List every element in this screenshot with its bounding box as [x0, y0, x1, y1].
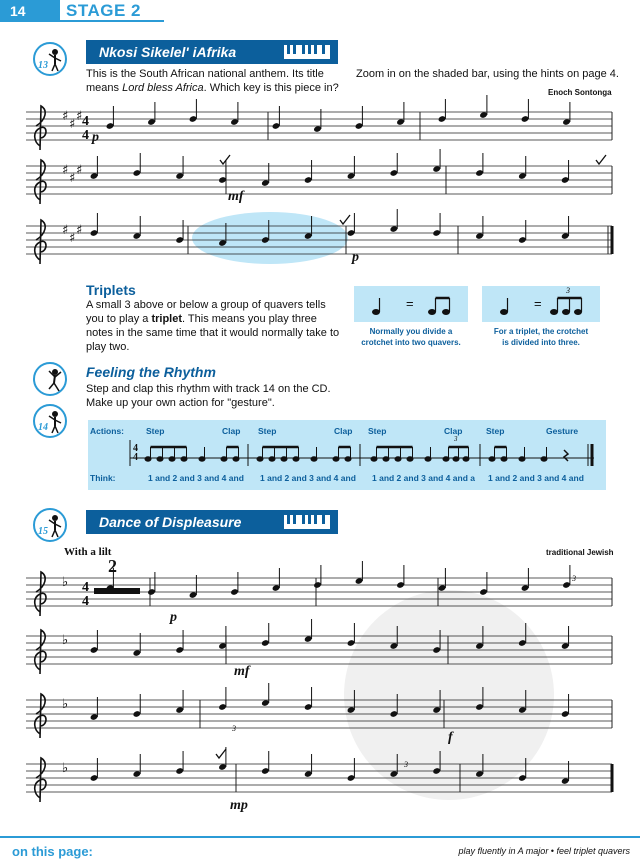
- triplet-mark: 3: [572, 574, 576, 583]
- treble-clef-icon: [35, 630, 46, 674]
- triplet-example-box: = 3: [482, 286, 600, 322]
- shaded-bar: [192, 212, 348, 264]
- triplet-caption: For a triplet, the crotchet is divided into three.: [493, 327, 589, 347]
- multi-bar-rest: [94, 588, 140, 594]
- treble-clef-icon: [35, 572, 46, 616]
- action: Gesture: [546, 426, 579, 436]
- action: Step: [146, 426, 165, 436]
- think-count: 1 and 2 and 3 and 4 and: [148, 473, 244, 483]
- think-count: 1 and 2 and 3 and 4 and: [260, 473, 356, 483]
- flat-sign: ♭: [62, 575, 69, 590]
- action: Clap: [222, 426, 241, 436]
- sharp-sign: ♯: [62, 163, 69, 178]
- dynamic-mark: p: [92, 130, 99, 145]
- treble-clef-icon: [35, 106, 46, 150]
- tick-icon: [216, 749, 226, 758]
- zoom-hint: Zoom in on the shaded bar, using the hints on page 4.: [356, 68, 619, 80]
- time-signature-top: 4: [82, 114, 89, 129]
- track-number: 14: [38, 422, 48, 433]
- footer-rule: [0, 836, 640, 838]
- triplets-text: A small 3 above or below a group of quavers tells you to play a triplet. This means you play three notes in the same time that it would normally take to play two.: [86, 299, 340, 353]
- dynamic-mark: mf: [234, 664, 250, 679]
- action: Step: [258, 426, 277, 436]
- think-count: 1 and 2 and 3 and 4 and: [488, 473, 584, 483]
- sharp-sign: ♯: [69, 231, 76, 246]
- dynamic-mark: f: [448, 730, 453, 745]
- feeling-text: Step and clap this rhythm with track 14 on the CD. Make up your own action for "gesture".: [86, 383, 331, 409]
- page-footer: [0, 836, 640, 868]
- equals-sign: =: [406, 296, 414, 311]
- triplet-mark: 3: [566, 286, 570, 295]
- time-signature-bottom: 4: [82, 128, 89, 143]
- dynamic-mark: mf: [228, 189, 244, 204]
- sharp-sign: ♯: [62, 109, 69, 124]
- intro-line-2: means Lord bless Africa. Which key is this piece in?: [86, 82, 339, 94]
- on-this-page-label: on this page:: [12, 844, 93, 859]
- treble-clef-icon: [35, 160, 46, 204]
- treble-clef-icon: [35, 220, 46, 264]
- action: Clap: [334, 426, 353, 436]
- tempo-marking: With a lilt: [64, 546, 112, 558]
- dynamic-mark: mp: [230, 798, 248, 813]
- sharp-sign: ♯: [69, 171, 76, 186]
- track-number: 15: [38, 526, 48, 537]
- page-objectives: play fluently in A major • feel triplet quavers: [458, 846, 630, 856]
- stage-label: STAGE 2: [66, 1, 141, 20]
- composer: traditional Jewish: [546, 548, 614, 557]
- multirest-count: 2: [108, 556, 117, 576]
- sharp-sign: ♯: [76, 163, 83, 178]
- sharp-sign: ♯: [69, 117, 76, 132]
- triplet-mark: 3: [232, 724, 236, 733]
- time-signature-top: 4: [82, 580, 89, 595]
- tick-icon: [220, 155, 230, 164]
- piece-title: Dance of Displeasure: [99, 514, 242, 530]
- quaver-caption: Normally you divide a crotchet into two quavers.: [361, 327, 461, 347]
- tick-icon: [596, 155, 606, 164]
- piece-title: Nkosi Sikelel' iAfrika: [99, 44, 237, 60]
- triplet-mark: 3: [404, 760, 408, 769]
- tick-icon: [340, 215, 350, 224]
- sharp-sign: ♯: [62, 223, 69, 238]
- treble-clef-icon: [35, 758, 46, 802]
- rhythm-panel: Actions: Step Clap Step Clap Step Clap Step Gesture 4 4 3 Think: 1 and 2 and 3 and 4 and 1 and 2 and 3 and 4 and 1 and 2 and 3 and 4 and a 1 and 2 and 3 and 4 and: [88, 420, 606, 490]
- think-label: Think:: [90, 473, 116, 483]
- composer: Enoch Sontonga: [548, 88, 612, 97]
- action: Clap: [444, 426, 463, 436]
- flat-sign: ♭: [62, 697, 69, 712]
- dynamic-mark: p: [352, 250, 359, 265]
- time-signature: 4 4: [133, 443, 138, 463]
- triplets-heading: Triplets: [86, 282, 136, 298]
- treble-clef-icon: [35, 694, 46, 738]
- flat-sign: ♭: [62, 633, 69, 648]
- feeling-heading: Feeling the Rhythm: [86, 364, 216, 380]
- intro-line-1: This is the South African national anthem. Its title: [86, 68, 324, 80]
- time-signature-bottom: 4: [82, 594, 89, 609]
- action: Step: [486, 426, 505, 436]
- dynamic-mark: p: [170, 610, 177, 625]
- flat-sign: ♭: [62, 761, 69, 776]
- page-number: 14: [0, 0, 60, 22]
- sharp-sign: ♯: [76, 223, 83, 238]
- sharp-sign: ♯: [76, 109, 83, 124]
- track-number: 13: [38, 60, 48, 71]
- think-count: 1 and 2 and 3 and 4 and a: [372, 473, 475, 483]
- action: Step: [368, 426, 387, 436]
- actions-label: Actions:: [90, 426, 124, 436]
